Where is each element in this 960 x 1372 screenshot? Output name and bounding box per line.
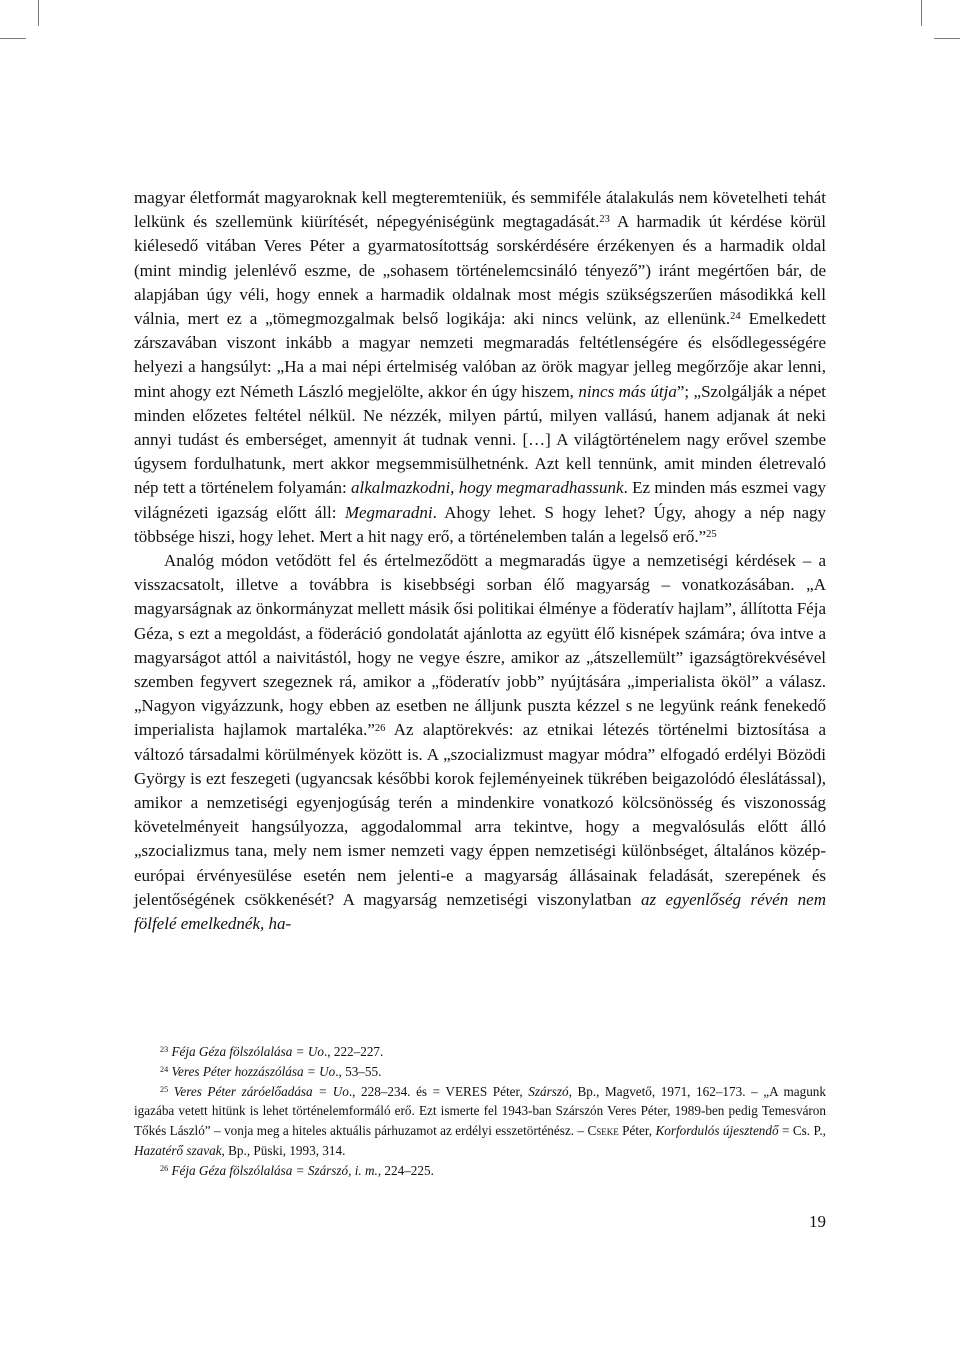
small-caps-run: Cseke [587,1123,619,1139]
footnote-26 [134,1161,826,1181]
italic-run: Hazatérő szavak [134,1142,222,1158]
italic-run: Veres Péter hozzászólása = Uo [171,1063,336,1079]
footnote-24 [134,1062,826,1082]
text-run: = Cs. P., [778,1123,826,1139]
footnote-ref[interactable]: 23 [599,214,610,226]
italic-run: Féja Géza fölszólalása = Szárszó, i. m. [171,1162,378,1178]
footnote-25 [134,1082,826,1161]
text-run: . Ahogy lehet. S hogy lehet? Úgy, ahogy a nép nagy többsége hiszi, hogy lehet. Mert a hit nagy erő, a történelemben talán a legelső erő.” [134,502,826,546]
italic-run: Szárszó [528,1083,569,1099]
crop-mark [38,0,39,26]
text-run: ., 222–227. [323,1044,384,1059]
footnote-number: 23 [160,1045,169,1055]
crop-mark [0,38,26,39]
text-run: ., 53–55. [335,1063,382,1079]
italic-run: nincs más útja [578,381,677,401]
footnote-number: 25 [160,1084,169,1094]
crop-mark [934,38,960,39]
italic-run: az egyenlőség révén nem fölfelé emelkednék, ha- [134,889,826,934]
paragraph [134,186,826,549]
footnote-ref[interactable]: 26 [374,722,386,734]
footnote-23 [134,1042,826,1062]
italic-run: Korfordulós újesztendő [655,1123,779,1139]
text-run: Péter, [618,1123,656,1139]
text-run: Az alaptörekvés: az etnikai létezés történelmi biztosítása a változó társadalmi körülmények között is. A „szocializmust magyar módra” elfogadó erdélyi Bözödi György is ezt feszegeti (ugyancsak későbbi korok fejleményeinek tükrében beigazolódó éleslátással), amikor a nemzetiségi egyenjogúság terén a mindenkire vonatkozó kölcsönösség és viszonosság követelményeit hangsúlyozza, aggodalommal arra tekintve, hogy a megvalósulás előtt álló „szocializmus tana, mely nem ismer nemzeti vagy éppen nemzetiségi különbséget, általános közép-európai érvényesülése esetén nem jelenti-e a magyarság állásainak feladását, szerepének és jelentőségének csökkenését? A magyarság nemzetiségi viszonylatban [134,720,827,909]
paragraph [134,549,826,936]
italic-run: Megmaradni [344,502,433,522]
italic-run: Veres Péter záróelőadása = Uo [173,1083,349,1099]
footnotes [134,1042,826,1181]
text-run: . Ez minden más eszmei vagy világnézeti igazság előtt áll: [134,478,826,522]
text-run: , Bp., Magvető, 1971, 162–173. – „A magunk igazába vetett hitünk is lehet történelemformáló erő. Ezt ismerte fel 1943-ban Szárszón Veres Péter, 1989-ben pedig Temesváron Tőkés László” – vonja meg a hiteles aktuális párhuzamot az erdélyi esszetörténész. – [134,1083,826,1139]
footnote-ref[interactable]: 25 [706,529,717,541]
italic-run: alkalmazkodni, hogy megmaradhassunk [351,478,624,498]
text-run: , 224–225. [377,1162,434,1178]
footnote-ref[interactable]: 24 [730,311,741,323]
body-text [134,186,826,936]
text-run: Analóg módon vetődött fel és értelmeződött a megmaradás ügye a nemzetiségi kérdések – a visszacsatolt, illetve a továbbra is kisebbségi sorban élő magyarság – vonatkozásában. „A magyarságnak az önkormányzat mellett másik ősi politikai élménye a föderatív hajlam”, állította Féja Géza, s ezt a megoldást, a föderáció gondolatát ajánlotta az együtt élő kisnépek számára; óva intve a magyarságot attól a naivitástól, hogy ne vegye észre, amikor az „átszellemült” igazságtörekvésével szemben fegyvert szegeznek rá, amikor a „föderatív jobb” nyújtására „imperialista ököl” a válasz. „Nagyon vigyázzunk, hogy ebben az esetben ne álljunk puszta kézzel s ne legyünk reánk fenekedő imperialista hajlamok martaléka.” [134,551,826,740]
text-run: Emelkedett zárszavában viszont inkább a magyar nemzeti megmaradás feltétlenségére és elsődlegességére helyezi a hangsúlyt: „Ha a mai népi értelmiség valóban az örök magyar jelleg megőrzője akar lenni, mint ahogy ezt Németh László megjelölte, akkor én úgy hiszem, [134,309,826,401]
text-run: magyar életformát magyaroknak kell megteremteniük, és semmiféle átalakulás nem követelheti tehát lelkünk és szellemünk kiürítését, népegyéniségünk megtagadását. [134,188,826,232]
footnote-number: 26 [160,1164,169,1174]
text-run: A harmadik út kérdése körül kiélesedő vitában Veres Péter a gyarmatosítottság sorskérdésére érzékenyen és a harmadik oldal (mint mindig jelenlévő eszme, de „sohasem történelemcsináló tényező”) iránt megértően bár, de alapjában úgy véli, hogy ennek a harmadik oldalnak most mégis szükségszerűen másodikká kell válnia, mert ez a „tömegmozgalmak belső logikája: aki nincs velünk, az ellenünk. [134,212,826,329]
page-number: 19 [809,1212,826,1231]
text-run: ”; „Szolgálják a népet minden előzetes feltétel nélkül. Ne nézzék, milyen pártú, milyen vallású, hanem adjanak át neki annyi tudást és emberséget, amennyit át tudnak venni. […] A világtörténelem nagy erővel szembe úgysem fordulhatunk, mert akkor megsemmisülhetnénk. Azt kell tennünk, amit minden életrevaló nép tett a történelem folyamán: [134,381,826,498]
text-run: , Bp., Püski, 1993, 314. [221,1142,346,1158]
footnote-number: 24 [160,1065,169,1075]
text-run: ., 228–234. és = VERES Péter, [348,1083,529,1099]
italic-run: Féja Géza fölszólalása = Uo [171,1044,324,1059]
crop-mark [921,0,922,26]
